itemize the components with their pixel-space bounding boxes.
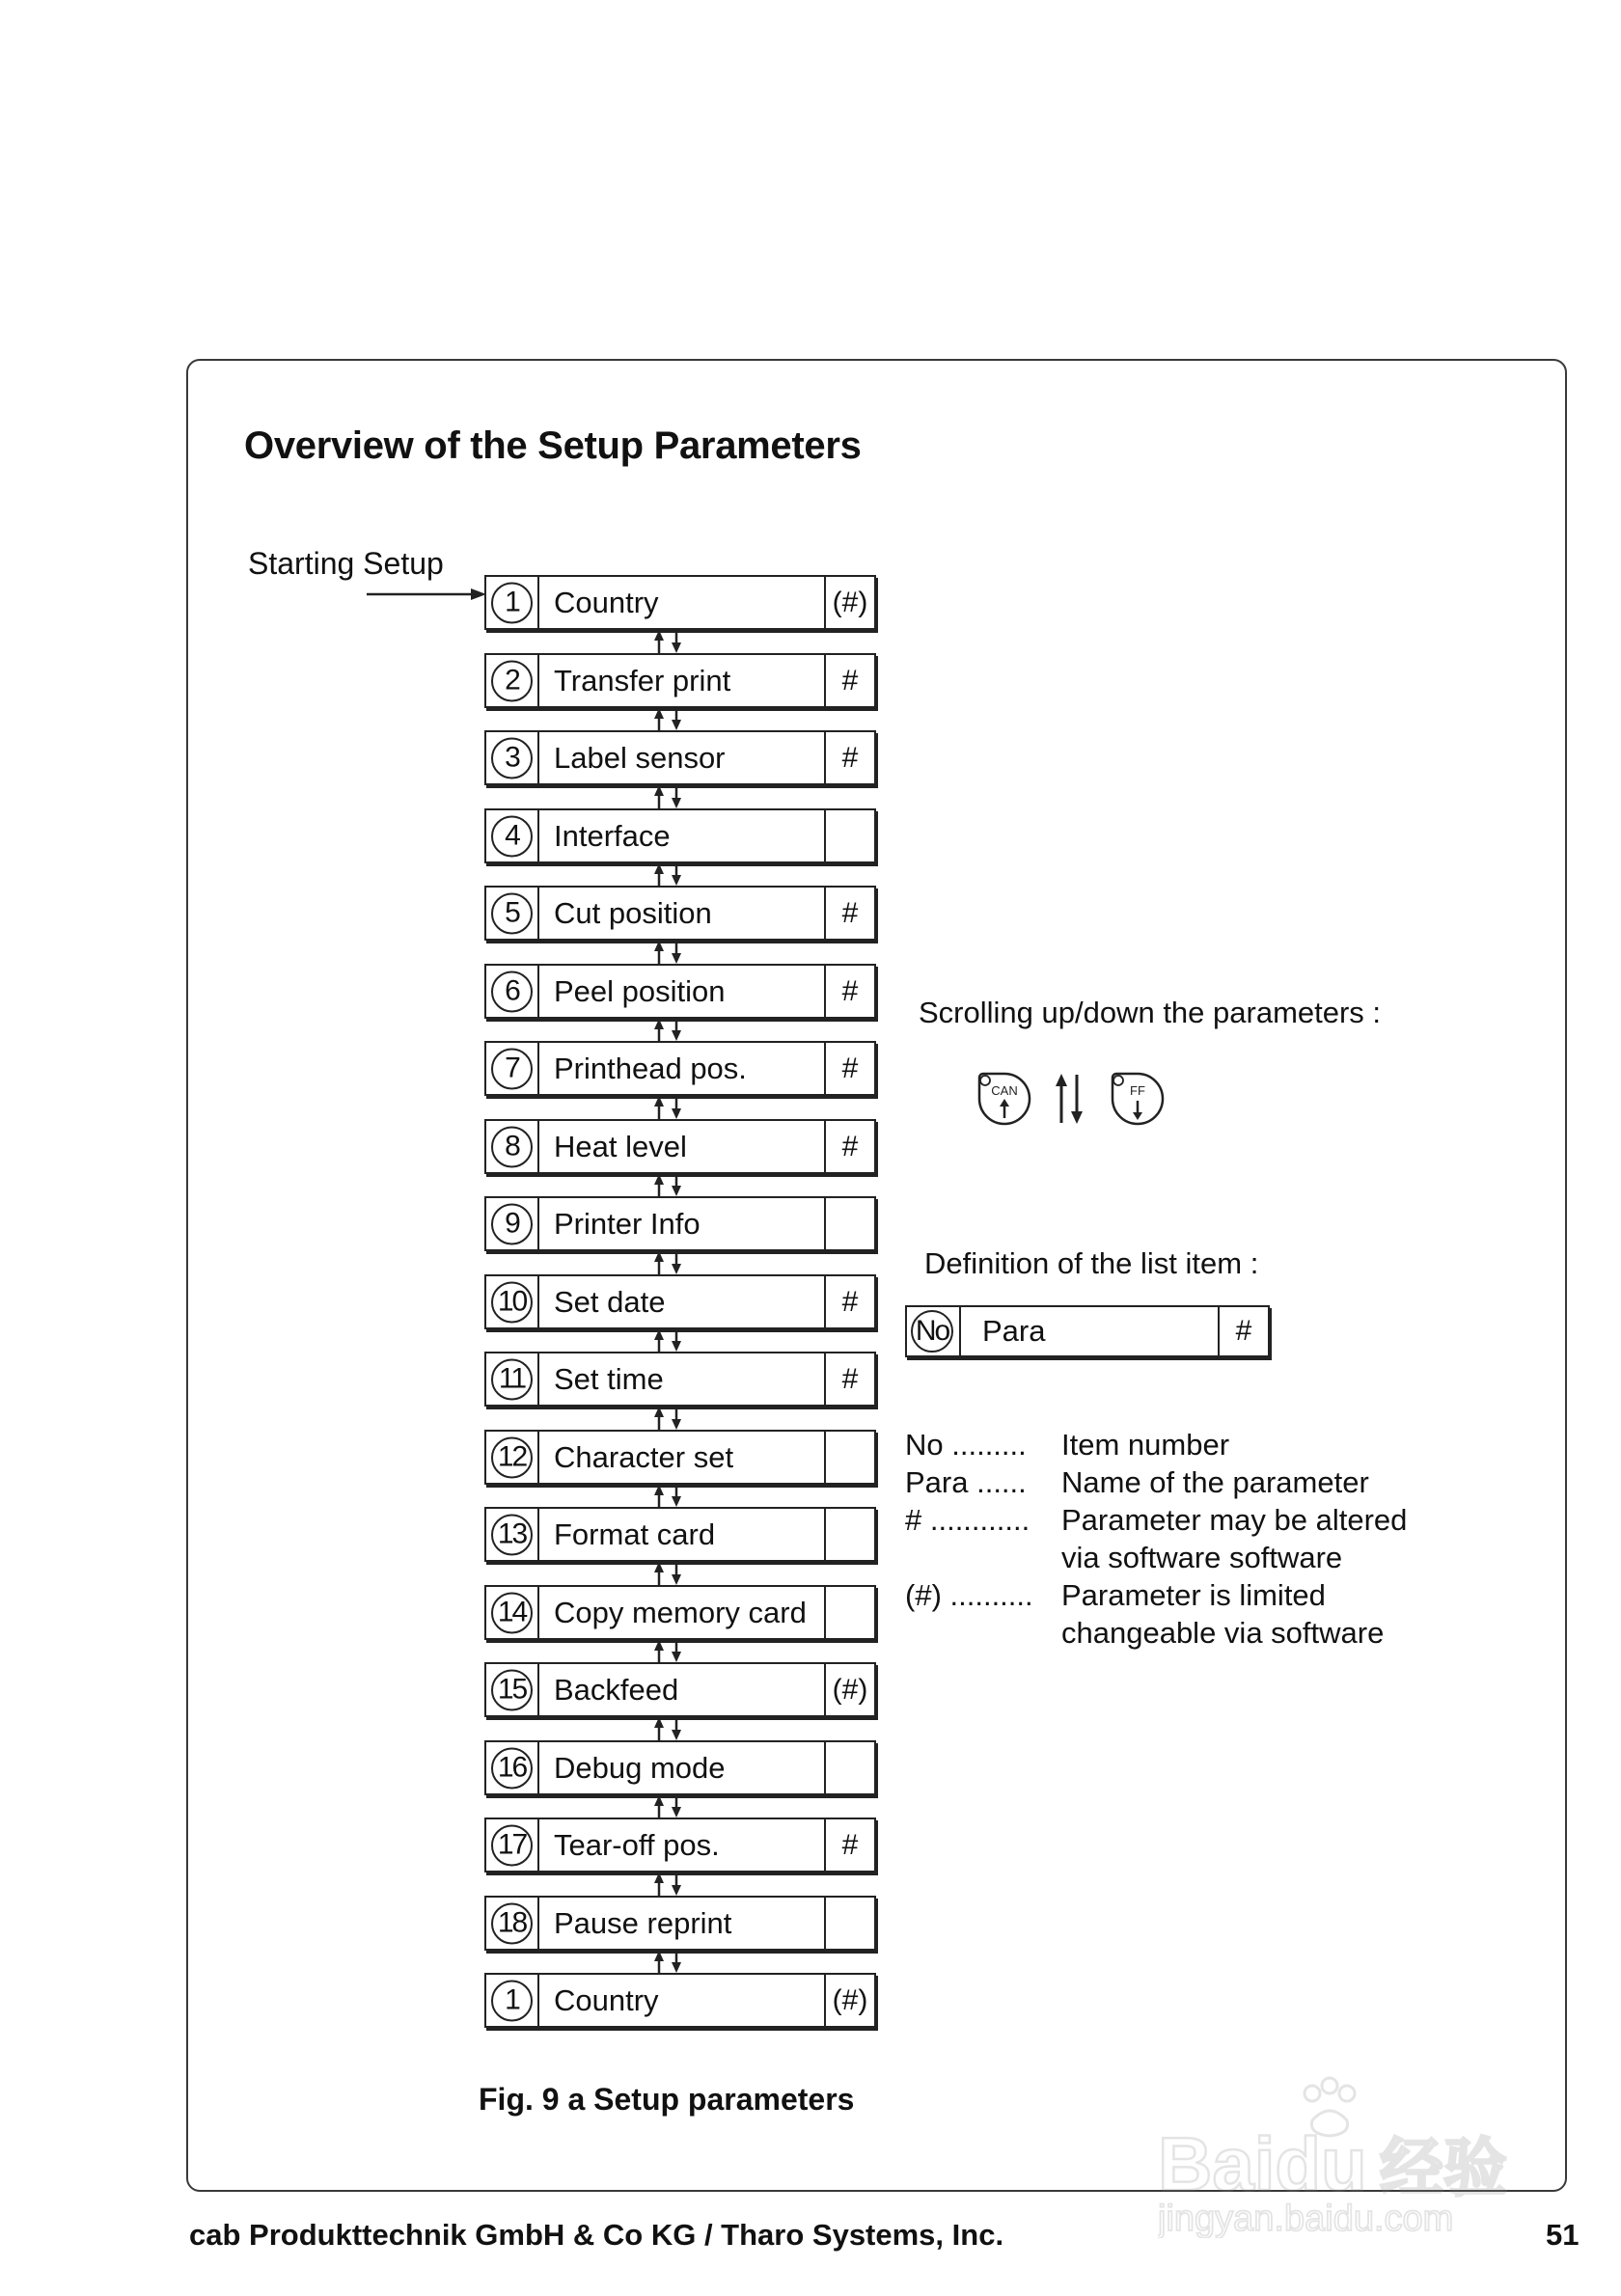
setup-item: [484, 1896, 876, 1951]
setup-item: [484, 1196, 876, 1251]
item-label: Heat level: [554, 1129, 687, 1163]
watermark-url: jingyan.baidu.com: [1158, 2199, 1454, 2238]
setup-item: [484, 1430, 876, 1485]
item-label: Format card: [554, 1517, 716, 1551]
item-number: 4: [491, 815, 533, 857]
item-label: Label sensor: [554, 740, 726, 775]
item-number: 15: [491, 1669, 533, 1710]
setup-item: [484, 1041, 876, 1096]
item-number: 13: [491, 1514, 533, 1555]
setup-item: [484, 1973, 876, 2028]
up-down-arrows-icon: [650, 630, 685, 653]
setup-item: [484, 886, 876, 941]
up-down-arrows-icon: [650, 1019, 685, 1041]
page-title: Overview of the Setup Parameters: [244, 424, 862, 467]
up-down-arrows-icon: [650, 1096, 685, 1119]
item-label: Set time: [554, 1361, 664, 1396]
up-down-arrows-icon: [650, 708, 685, 730]
item-label: Character set: [554, 1439, 734, 1474]
setup-item: [484, 575, 876, 630]
item-mark: #: [841, 1052, 859, 1084]
setup-item: [484, 1352, 876, 1407]
up-down-arrows-icon: [1052, 1073, 1086, 1125]
legend-value: Name of the parameter: [1061, 1465, 1369, 1499]
scroll-instructions: Scrolling up/down the parameters :: [919, 996, 1382, 1029]
legend-value: Parameter may be altered via software software: [1061, 1503, 1408, 1574]
up-down-arrows-icon: [650, 1951, 685, 1973]
item-number: 9: [491, 1203, 533, 1244]
page-number: 51: [1546, 2218, 1580, 2252]
item-mark: #: [841, 1130, 859, 1162]
item-mark: #: [841, 664, 859, 697]
item-number: 18: [491, 1902, 533, 1944]
item-label: Debug mode: [554, 1750, 726, 1785]
item-number: 8: [491, 1126, 533, 1167]
up-down-arrows-icon: [650, 1562, 685, 1585]
definition-mark: #: [1235, 1315, 1252, 1347]
item-number: 2: [491, 660, 533, 701]
legend-key: No .........: [905, 1428, 1027, 1462]
setup-item: [484, 1119, 876, 1174]
item-mark: #: [841, 1285, 859, 1318]
setup-item: [484, 1662, 876, 1717]
item-number: 14: [491, 1592, 533, 1633]
item-number: 6: [491, 970, 533, 1012]
up-down-arrows-icon: [650, 1717, 685, 1740]
item-mark: #: [841, 741, 859, 774]
item-mark: (#): [832, 1673, 868, 1706]
item-label: Country: [554, 1982, 659, 2017]
up-down-arrows-icon: [650, 1407, 685, 1430]
item-number: 7: [491, 1048, 533, 1089]
up-down-arrows-icon: [650, 1251, 685, 1274]
up-down-arrows-icon: [650, 1640, 685, 1662]
item-label: Pause reprint: [554, 1905, 732, 1940]
footer-company: cab Produkttechnik GmbH & Co KG / Tharo Systems, Inc.: [189, 2218, 1004, 2252]
watermark-brand-cn: 经验: [1380, 2131, 1507, 2205]
up-down-arrows-icon: [650, 785, 685, 808]
item-mark: #: [841, 1828, 859, 1861]
setup-item: [484, 1507, 876, 1562]
setup-item: [484, 1818, 876, 1872]
item-label: Tear-off pos.: [554, 1827, 720, 1862]
content-frame: [186, 359, 1567, 2192]
item-label: Backfeed: [554, 1672, 679, 1707]
figure-caption: Fig. 9 a Setup parameters: [479, 2082, 855, 2117]
item-label: Peel position: [554, 973, 726, 1008]
setup-item: [484, 730, 876, 785]
item-mark: (#): [832, 1983, 868, 2016]
up-down-arrows-icon: [650, 1872, 685, 1896]
can-key-label: CAN: [991, 1083, 1018, 1098]
item-number: 5: [491, 892, 533, 934]
item-number: 1: [491, 582, 533, 623]
item-mark: #: [841, 974, 859, 1007]
item-mark: (#): [832, 586, 868, 618]
setup-item: [484, 964, 876, 1019]
ff-key-icon[interactable]: [1105, 1068, 1167, 1130]
legend-value: Item number: [1061, 1428, 1230, 1462]
setup-item: [484, 808, 876, 863]
setup-item: [484, 1274, 876, 1329]
item-label: Cut position: [554, 895, 712, 930]
start-arrow-icon: [367, 588, 486, 601]
starting-setup-label: Starting Setup: [248, 546, 444, 581]
item-label: Country: [554, 585, 659, 619]
item-mark: #: [841, 896, 859, 929]
up-down-arrows-icon: [650, 1485, 685, 1507]
definition-list-item: [905, 1305, 1270, 1357]
item-label: Printer Info: [554, 1206, 701, 1241]
setup-item: [484, 653, 876, 708]
up-down-arrows-icon: [650, 1174, 685, 1196]
item-label: Interface: [554, 818, 671, 853]
item-number: 16: [491, 1747, 533, 1789]
setup-item: [484, 1585, 876, 1640]
legend-value: Parameter is limited changeable via software: [1061, 1578, 1385, 1650]
watermark-brand: Baidu: [1158, 2121, 1367, 2206]
item-number: 12: [491, 1436, 533, 1478]
legend-key: # ............: [905, 1503, 1030, 1537]
item-number: 17: [491, 1824, 533, 1866]
item-number: 3: [491, 737, 533, 779]
up-down-arrows-icon: [650, 1329, 685, 1352]
up-down-arrows-icon: [650, 863, 685, 886]
legend-key: (#) ..........: [905, 1578, 1033, 1612]
up-down-arrows-icon: [650, 1795, 685, 1818]
can-key-icon[interactable]: [972, 1068, 1033, 1130]
baidu-watermark-logo: [1158, 2064, 1544, 2238]
item-label: Transfer print: [554, 663, 731, 697]
item-number: 1: [491, 1980, 533, 2021]
item-mark: #: [841, 1362, 859, 1395]
item-number: 11: [491, 1358, 533, 1400]
definition-number: No: [911, 1310, 953, 1353]
item-label: Copy memory card: [554, 1595, 807, 1629]
ff-key-label: FF: [1130, 1083, 1145, 1098]
setup-item: [484, 1740, 876, 1795]
legend-key: Para ......: [905, 1465, 1027, 1499]
item-number: 10: [491, 1281, 533, 1323]
definition-label: Definition of the list item :: [924, 1246, 1259, 1280]
up-down-arrows-icon: [650, 941, 685, 964]
definition-para: Para: [982, 1314, 1046, 1348]
item-label: Printhead pos.: [554, 1051, 747, 1085]
item-label: Set date: [554, 1284, 666, 1319]
